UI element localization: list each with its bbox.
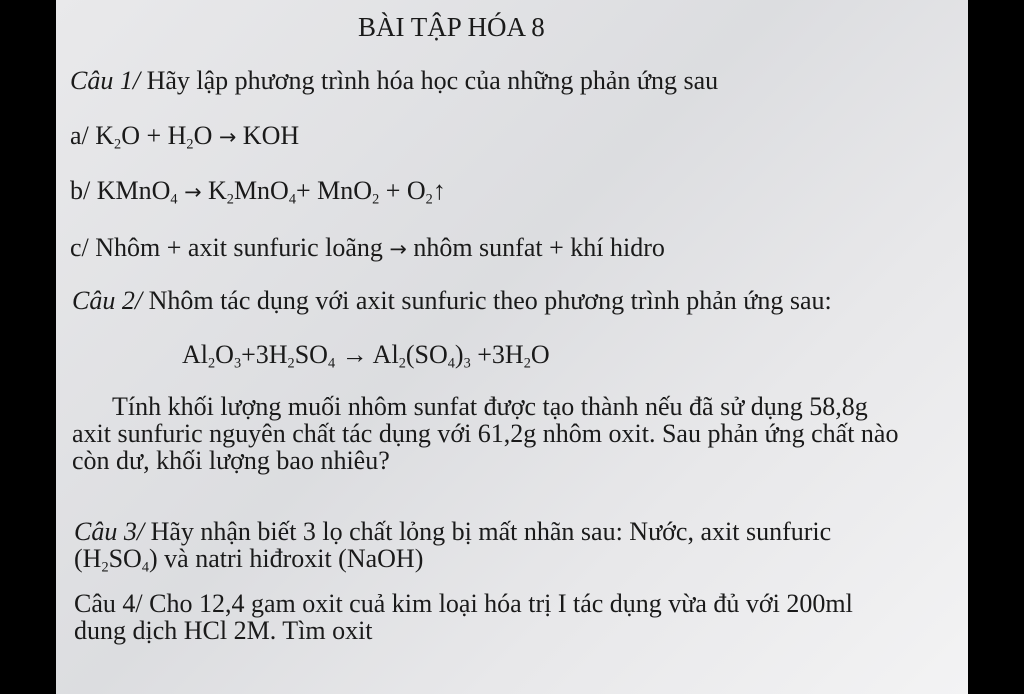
worksheet-title: BÀI TẬP HÓA 8 [358, 12, 545, 42]
question-2-text: Nhôm tác dụng với axit sunfuric theo phương trình phản ứng sau: [148, 286, 832, 315]
gas-arrow-icon: ↑ [432, 176, 446, 205]
question-1-text: Hãy lập phương trình hóa học của những phản ứng sau [146, 66, 719, 95]
question-1a-prefix: a/ [70, 121, 96, 150]
question-2-line-2: axit sunfuric nguyên chất tác dụng với 61,2g nhôm oxit. Sau phản ứng chất nào [72, 419, 899, 448]
question-1-label: Câu 1/ [70, 66, 141, 95]
question-3-line-2: $(H_2SO_4)$ và natri hiđroxit (NaOH) [74, 544, 424, 576]
question-1a: a/ $K_2O + H_2O$ → KOH [70, 121, 300, 153]
worksheet-page [56, 0, 968, 694]
question-3-line-1: Hãy nhận biết 3 lọ chất lỏng bị mất nhãn sau: Nước, axit sunfuric [150, 517, 832, 546]
question-1-heading [70, 66, 718, 96]
question-2-paragraph [72, 393, 962, 474]
question-4-label: Câu 4/ [74, 589, 143, 618]
question-1b-prefix: b/ [70, 176, 97, 205]
arrow-icon: → [218, 125, 237, 149]
question-1c-prefix: c/ [70, 233, 96, 262]
question-2-heading [72, 286, 832, 316]
question-1c-reactants: Nhôm + axit sunfuric loãng [95, 233, 390, 262]
question-4 [74, 590, 954, 644]
arrow-icon: → [184, 180, 202, 204]
question-4-line-1: Cho 12,4 gam oxit cuả kim loại hóa trị I tác dụng vừa đủ với 200ml [149, 589, 853, 618]
question-2-equation: $Al_2O_3+3H_2SO_4 \to Al_2(SO_4)_3 +3H_2O$ [182, 340, 550, 372]
question-1c [70, 233, 665, 263]
question-3-label: Câu 3/ [74, 517, 145, 546]
question-4-line-2: dung dịch HCl 2M. Tìm oxit [74, 616, 373, 645]
arrow-icon: → [389, 237, 407, 261]
question-2-line-1: Tính khối lượng muối nhôm sunfat được tạo thành nếu đã sử dụng 58,8g [112, 392, 868, 421]
question-2-line-3: còn dư, khối lượng bao nhiêu? [72, 446, 390, 475]
question-2-label: Câu 2/ [72, 286, 143, 315]
question-1c-products: nhôm sunfat + khí hidro [406, 233, 665, 262]
question-3 [74, 517, 954, 576]
question-1b: b/ KMnO$_4$ → $K_2MnO_4+ MnO_2$ + $O_2↑$ [70, 176, 446, 208]
